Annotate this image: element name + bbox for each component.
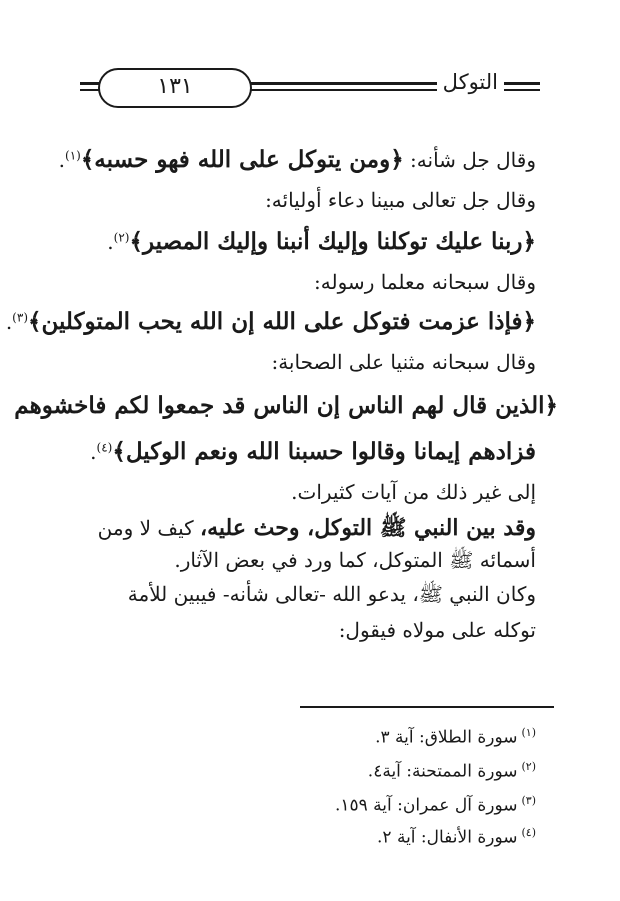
quran-verse: ﴿الذين قال لهم الناس إن الناس قد جمعوا لكم فاخشوهم	[14, 392, 558, 419]
text-line: توكله على مولاه فيقول:	[338, 618, 536, 642]
text-line: إلى غير ذلك من آيات كثيرات.	[291, 480, 536, 504]
chapter-title: التوكل	[437, 70, 504, 94]
footnote	[256, 726, 536, 748]
line-tail: .	[107, 230, 114, 254]
footnote	[256, 826, 536, 848]
line-tail: .	[90, 440, 97, 464]
footnote	[256, 760, 536, 782]
text-line: أسمائه ﷺ المتوكل، كما ورد في بعض الآثار.	[174, 548, 536, 572]
text-line	[14, 392, 558, 419]
text-line: وكان النبي ﷺ، يدعو الله -تعالى شأنه- فيبين للأمة	[127, 582, 536, 606]
quran-verse: ﴿فإذا عزمت فتوكل على الله إن الله يحب المتوكلين﴾	[28, 308, 536, 335]
text-line: وقال سبحانه مثنيا على الصحابة:	[271, 350, 536, 374]
footnote-text: سورة الأنفال: آية ٢.	[377, 827, 518, 848]
quran-verse: فزادهم إيمانا وقالوا حسبنا الله ونعم الوكيل﴾	[112, 438, 536, 465]
text-line: وقال جل تعالى مبينا دعاء أوليائه:	[265, 188, 536, 212]
text-line	[66, 438, 536, 465]
footnote-number: (٤)	[521, 826, 536, 839]
quran-verse: ﴿ومن يتوكل على الله فهو حسبه﴾	[80, 146, 404, 173]
page-header	[80, 68, 540, 108]
page-number: ١٣١	[98, 68, 252, 108]
text-line: وقال سبحانه معلما رسوله:	[314, 270, 536, 294]
quran-verse: ﴿ربنا عليك توكلنا وإليك أنبنا وإليك المصير﴾	[129, 228, 536, 255]
text-line	[58, 146, 536, 173]
text-line	[66, 514, 536, 546]
text-line	[66, 228, 536, 255]
line-tail: .	[5, 310, 13, 334]
footnote-number: (٣)	[521, 794, 536, 807]
footnote-text: سورة آل عمران: آية ١٥٩.	[334, 795, 518, 816]
footnote-number: (٢)	[521, 760, 536, 773]
line-rest: كيف لا ومن	[97, 516, 201, 540]
footnote-text: سورة الممتحنة: آية٤.	[367, 761, 518, 782]
footnote-number: (١)	[521, 726, 536, 739]
footnote-ref: (٢)	[113, 230, 130, 245]
footnote-ref: (١)	[65, 148, 81, 163]
text-line	[5, 308, 536, 335]
footnote-separator	[300, 706, 554, 708]
footnote-ref: (٣)	[12, 310, 28, 325]
line-tail: .	[58, 148, 65, 172]
footnote	[256, 794, 536, 816]
footnote-ref: (٤)	[96, 440, 113, 455]
bold-text: وقد بين النبي ﷺ التوكل، وحث عليه،	[200, 515, 536, 541]
footnote-text: سورة الطلاق: آية ٣.	[375, 727, 518, 748]
line-intro: وقال جل شأنه:	[403, 148, 536, 172]
